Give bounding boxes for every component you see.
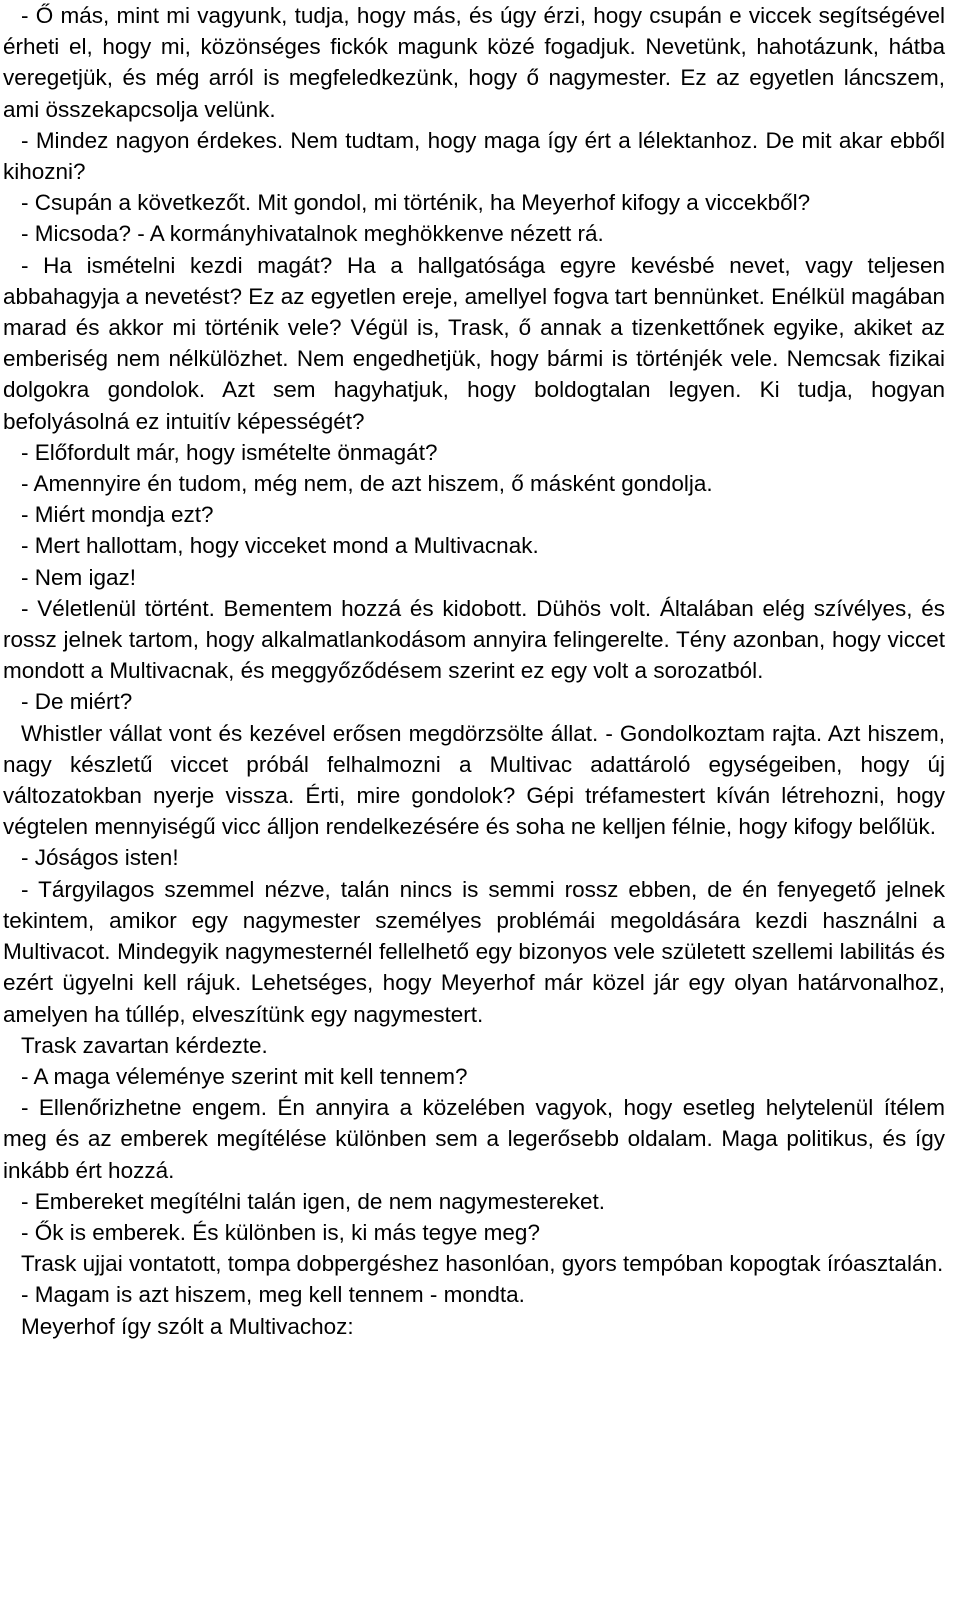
paragraph-3: - Csupán a következőt. Mit gondol, mi történik, ha Meyerhof kifogy a viccekből? (21, 190, 811, 216)
paragraph-15: - Tárgyilagos szemmel nézve, talán nincs is semmi rossz ebben, de én fenyegető jelnek tekintem, amikor egy nagymester személyes problémái megoldására kezdi használni a Multivacot. Mindegyik nagymesternél fellelhető egy bizonyos vele született szellemi labilitás és ezért ügyelni kell rájuk. Lehetséges, hogy Meyerhof már közel jár egy olyan határvonalhoz, amelyen ha túllép, elveszítünk egy nagymestert. (3, 876, 945, 1027)
paragraph-8: - Miért mondja ezt? (21, 502, 214, 528)
paragraph-12: - De miért? (21, 689, 133, 715)
paragraph-20: - Ők is emberek. És különben is, ki más tegye meg? (21, 1219, 540, 1245)
paragraph-10: - Nem igaz! (21, 564, 137, 590)
paragraph-18: - Ellenőrizhetne engem. Én annyira a közelében vagyok, hogy esetleg helytelenül ítélem meg és az emberek megítélése különben sem a legerősebb oldalam. Maga politikus, és így inkább ért hozzá. (3, 1095, 945, 1183)
paragraph-2: - Mindez nagyon érdekes. Nem tudtam, hogy maga így ért a lélektanhoz. De mit akar ebből kihozni? (3, 127, 945, 185)
paragraph-7: - Amennyire én tudom, még nem, de azt hiszem, ő másként gondolja. (21, 471, 713, 497)
paragraph-6: - Előfordult már, hogy ismételte önmagát? (21, 439, 438, 465)
paragraph-4: - Micsoda? - A kormányhivatalnok meghökkenve nézett rá. (21, 221, 604, 247)
paragraph-22: - Magam is azt hiszem, meg kell tennem - mondta. (21, 1282, 525, 1308)
paragraph-23: Meyerhof így szólt a Multivachoz: (21, 1313, 354, 1339)
paragraph-21: Trask ujjai vontatott, tompa dobpergéshez hasonlóan, gyors tempóban kopogtak íróasztalán. (21, 1251, 944, 1277)
paragraph-19: - Embereket megítélni talán igen, de nem nagymestereket. (21, 1188, 606, 1214)
paragraph-17: - A maga véleménye szerint mit kell tennem? (21, 1063, 468, 1089)
paragraph-9: - Mert hallottam, hogy vicceket mond a Multivacnak. (21, 533, 539, 559)
paragraph-13: Whistler vállat vont és kezével erősen megdörzsölte állat. - Gondolkoztam rajta. Azt hiszem, nagy készletű viccet próbál felhalmozni a Multivac adattároló egységeiben, hogy új változatokban nyerje vissza. Érti, mire gondolok? Gépi tréfamestert kíván létrehozni, hogy végtelen mennyiségű vicc álljon rendelkezésére és soha ne kelljen félnie, hogy kifogy belőlük. (3, 720, 945, 840)
paragraph-16: Trask zavartan kérdezte. (21, 1032, 268, 1058)
paragraph-14: - Jóságos isten! (21, 845, 179, 871)
paragraph-1: - Ő más, mint mi vagyunk, tudja, hogy más, és úgy érzi, hogy csupán e viccek segítségével érheti el, hogy mi, közönséges fickók magunk közé fogadjuk. Nevetünk, hahotázunk, hátba veregetjük, és még arról is megfeledkezünk, hogy ő nagymester. Ez az egyetlen láncszem, ami összekapcsolja velünk. (3, 3, 945, 122)
paragraph-11: - Véletlenül történt. Bementem hozzá és kidobott. Dühös volt. Általában elég szívélyes, és rossz jelnek tartom, hogy alkalmatlankodásom annyira felingerelte. Tény azonban, hogy viccet mondott a Multivacnak, és meggyőződésem szerint ez egy volt a sorozatból. (3, 595, 945, 684)
paragraph-5: - Ha ismételni kezdi magát? Ha a hallgatósága egyre kevésbé nevet, vagy teljesen abbahagyja a nevetést? Ez az egyetlen ereje, amellyel fogva tart bennünket. Enélkül magában marad és akkor mi történik vele? Végül is, Trask, ő annak a tizenkettőnek egyike, akiket az emberiség nem nélkülözhet. Nem engedhetjük, hogy bármi is történjék vele. Nemcsak fizikai dolgokra gondolok. Azt sem hagyhatjuk, hogy boldogtalan legyen. Ki tudja, hogyan befolyásolná ez intuitív képességét? (3, 252, 945, 434)
